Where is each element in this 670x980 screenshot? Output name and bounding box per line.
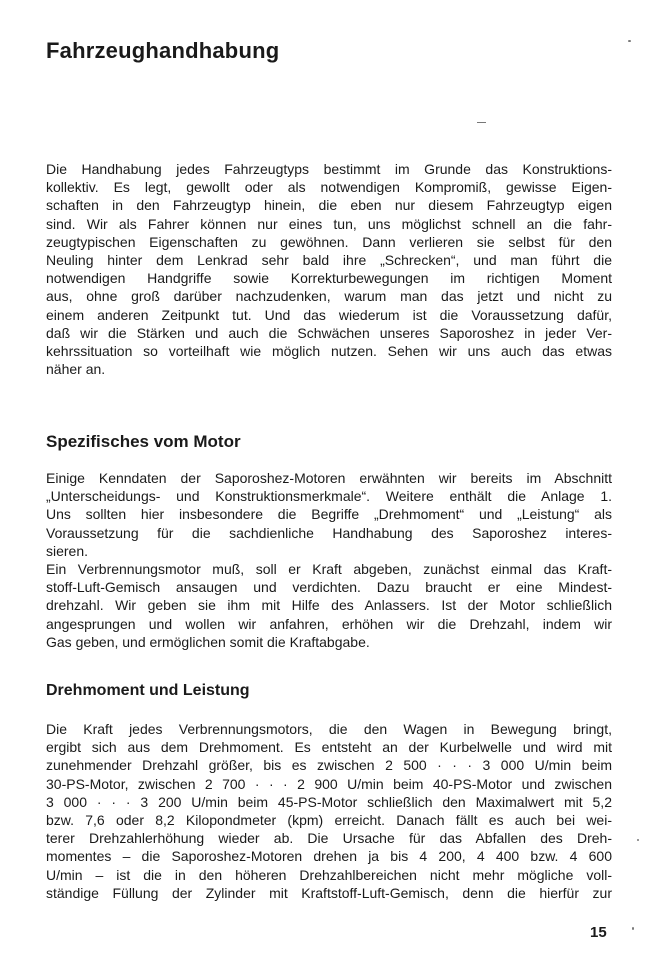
text-line: aus, ohne groß darüber nachzudenken, warum man das jetzt und nicht zu: [46, 288, 612, 305]
page-number: 15: [590, 924, 607, 941]
text-line: momentes – die Saporoshez-Motoren drehen ja bis 4 200, 4 400 bzw. 4 600: [46, 848, 612, 865]
text-line: Die Handhabung jedes Fahrzeugtyps bestimmt im Grunde das Konstruktions-: [46, 161, 612, 177]
text-line: angesprungen und wollen wir anfahren, erhöhen wir die Drehzahl, indem wir: [46, 615, 612, 632]
text-line: kehrssituation so vorteilhaft wie möglich nutzen. Sehen wir uns auch das etwas: [46, 343, 612, 360]
motor-paragraph-2: [46, 560, 612, 651]
text-line: Uns sollten hier insbesondere die Begriffe „Drehmoment“ und „Leistung“ als: [46, 506, 612, 523]
text-line: notwendigen Handgriffe sowie Korrekturbewegungen im richtigen Moment: [46, 270, 612, 287]
text-line: drehzahl. Wir geben sie ihm mit Hilfe des Anlassers. Ist der Motor schließlich: [46, 597, 612, 614]
text-line: schaften in den Fahrzeugtyp hinein, die eben nur diesem Fahrzeugtyp eigen: [46, 197, 612, 214]
text-line: zeugtypischen Eigenschaften zu gewöhnen. Dann verlieren sie selbst für den: [46, 233, 612, 250]
text-line: 3 000 · · · 3 200 U/min beim 45-PS-Motor schließlich den Maximalwert mit 5,2: [46, 793, 612, 810]
print-speck: [632, 927, 634, 930]
section-heading-motor: Spezifisches vom Motor: [46, 432, 241, 451]
text-line: einem anderen Zeitpunkt tut. Und das wiederum ist die Voraussetzung dafür,: [46, 306, 612, 323]
text-line: ergibt sich aus dem Drehmoment. Es entsteht an der Kurbelwelle und wird mit: [46, 739, 612, 756]
text-line: Ein Verbrennungsmotor muß, soll er Kraft abgeben, zunächst einmal das Kraft-: [46, 561, 612, 577]
text-line: terer Drehzahlerhöhung wieder ab. Die Ursache für das Abfallen des Dreh-: [46, 830, 612, 847]
page-title: Fahrzeughandhabung: [46, 38, 280, 63]
print-speck: [637, 839, 639, 841]
text-line: 30-PS-Motor, zwischen 2 700 · · · 2 900 U/min beim 40-PS-Motor und zwischen: [46, 775, 612, 792]
text-line: U/min – ist die in den höheren Drehzahlbereichen nicht mehr mögliche voll-: [46, 866, 612, 883]
text-line: daß wir die Stärken und auch die Schwächen unseres Saporoshez in jeder Ver-: [46, 324, 612, 341]
text-line: bzw. 7,6 oder 8,2 Kilopondmeter (kpm) erreicht. Danach fällt es auch bei wei-: [46, 812, 612, 829]
text-line: Gas geben, und ermöglichen somit die Kraftabgabe.: [46, 633, 370, 650]
text-line: Die Kraft jedes Verbrennungsmotors, die den Wagen in Bewegung bringt,: [46, 721, 612, 737]
text-line: ständige Füllung der Zylinder mit Kraftstoff-Luft-Gemisch, denn die hierfür zur: [46, 884, 612, 901]
text-line: sind. Wir als Fahrer können nur eines tun, uns möglichst schnell an die fahr-: [46, 215, 612, 232]
text-line: Voraussetzung für die sachdienliche Handhabung des Saporoshez interes-: [46, 524, 612, 541]
intro-paragraph: [46, 160, 612, 378]
text-line: „Unterscheidungs- und Konstruktionsmerkmale“. Weitere enthält die Anlage 1.: [46, 488, 612, 505]
section-heading-torque: Drehmoment und Leistung: [46, 682, 250, 699]
text-line: zunehmender Drehzahl größer, bis es zwischen 2 500 · · · 3 000 U/min beim: [46, 757, 612, 774]
text-line: kollektiv. Es legt, gewollt oder als notwendigen Kompromiß, gewisse Eigen-: [46, 179, 612, 196]
print-speck: [628, 40, 631, 42]
torque-paragraph: [46, 720, 612, 902]
print-speck: [477, 122, 486, 123]
motor-paragraph-1: [46, 469, 612, 560]
text-line: Neuling hinter dem Lenkrad sehr bald ihre „Schrecken“, und man führt die: [46, 252, 612, 269]
text-line: Einige Kenndaten der Saporoshez-Motoren erwähnten wir bereits im Abschnitt: [46, 470, 612, 486]
text-line: stoff-Luft-Gemisch ansaugen und verdichten. Dazu braucht er eine Mindest-: [46, 579, 612, 596]
text-line: näher an.: [46, 361, 106, 378]
text-line: sieren.: [46, 542, 89, 559]
